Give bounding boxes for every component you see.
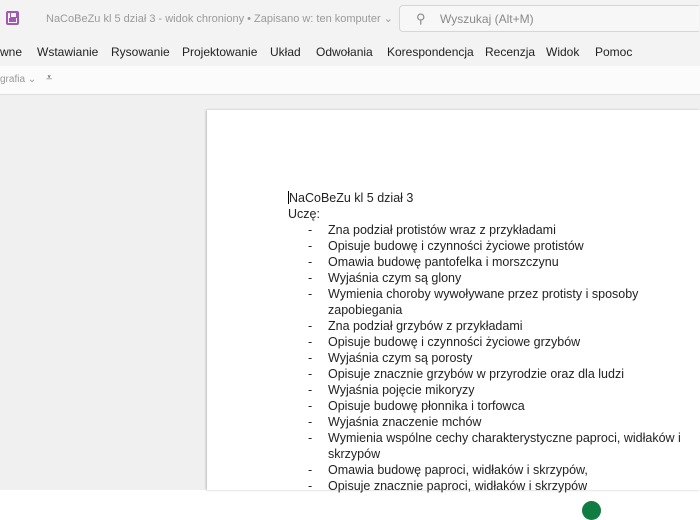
search-placeholder: Wyszukaj (Alt+M) [440,12,534,26]
tab-references[interactable]: Odwołania [316,45,373,59]
bullet-dash: - [308,399,313,413]
list-item [288,478,696,494]
document-title[interactable]: NaCoBeZu kl 5 dział 3 - widok chroniony • Zapisano w: ten komputer ⌄ [46,13,393,25]
title-bar [0,0,700,38]
tab-help[interactable]: Pomoc [595,45,633,59]
bullet-dash: - [308,351,313,365]
ribbon-tabs [0,38,700,66]
bullet-list [288,222,696,494]
list-item [288,222,696,238]
list-item-text: Zna podział protistów wraz z przykładami [328,223,556,237]
list-item-text: Zna podział grzybów z przykładami [328,319,523,333]
tab-draw[interactable]: Rysowanie [111,45,170,59]
document-body[interactable] [288,190,696,494]
bullet-dash: - [308,463,313,477]
list-item [288,318,696,334]
list-item [288,238,696,254]
list-item [288,286,696,318]
list-item [288,254,696,270]
tab-review[interactable]: Recenzja [485,45,536,59]
document-heading: NaCoBeZu kl 5 dział 3 [289,191,414,205]
group-label[interactable]: grafia ⌄ [0,74,37,85]
list-item [288,270,696,286]
list-item-text: Omawia budowę pantofelka i morszczynu [328,255,559,269]
list-item-text: Opisuje budowę i czynności życiowe protistów [328,239,584,253]
bullet-dash: - [308,335,313,349]
tab-layout[interactable]: Układ [270,45,301,59]
bullet-dash: - [308,367,313,381]
list-item-text: Omawia budowę paproci, widłaków i skrzypów, [328,463,588,477]
search-input[interactable] [399,5,699,32]
bullet-dash: - [308,319,313,333]
list-item [288,462,696,478]
list-item-text: Wymienia wspólne cechy charakterystyczne paproci, widłaków i skrzypów [328,431,681,461]
bullet-dash: - [308,287,313,301]
list-item-text: Opisuje znacznie grzybów w przyrodzie oraz dla ludzi [328,367,624,381]
list-item-text: Opisuje budowę płonnika i torfowca [328,399,525,413]
tab-design[interactable]: Projektowanie [182,45,258,59]
bullet-dash: - [308,383,313,397]
tab-view[interactable]: Widok [546,45,580,59]
customize-toolbar-button[interactable]: ⩡ [46,72,53,84]
list-item-text: Wyjaśnia czym są porosty [328,351,473,365]
list-item [288,430,696,462]
list-item-text: Wyjaśnia czym są glony [328,271,462,285]
list-item [288,366,696,382]
list-item-text: Opisuje budowę i czynności życiowe grzybów [328,335,581,349]
bullet-dash: - [308,479,313,493]
save-icon[interactable] [6,11,19,25]
search-icon: ⚲ [416,11,426,26]
tab-insert[interactable]: Wstawianie [37,45,99,59]
list-item-text: Wymienia choroby wywoływane przez protisty i sposoby zapobiegania [328,287,639,317]
tab-home[interactable]: wne [0,45,23,59]
list-item-text: Opisuje znacznie paproci, widłaków i skrzypów [328,479,588,493]
bullet-dash: - [308,431,313,445]
list-item-text: Wyjaśnia pojęcie mikoryzy [328,383,475,397]
bullet-dash: - [308,223,313,237]
list-item [288,350,696,366]
tab-mailings[interactable]: Korespondencja [387,45,474,59]
bullet-dash: - [308,271,313,285]
bullet-dash: - [308,239,313,253]
ribbon-toolbar [0,66,700,95]
list-item [288,334,696,350]
list-item-text: Wyjaśnia znaczenie mchów [328,415,482,429]
status-indicator [582,501,601,520]
list-item [288,414,696,430]
bullet-dash: - [308,255,313,269]
bullet-dash: - [308,415,313,429]
list-item [288,382,696,398]
list-item [288,398,696,414]
document-intro: Uczę: [288,207,320,221]
